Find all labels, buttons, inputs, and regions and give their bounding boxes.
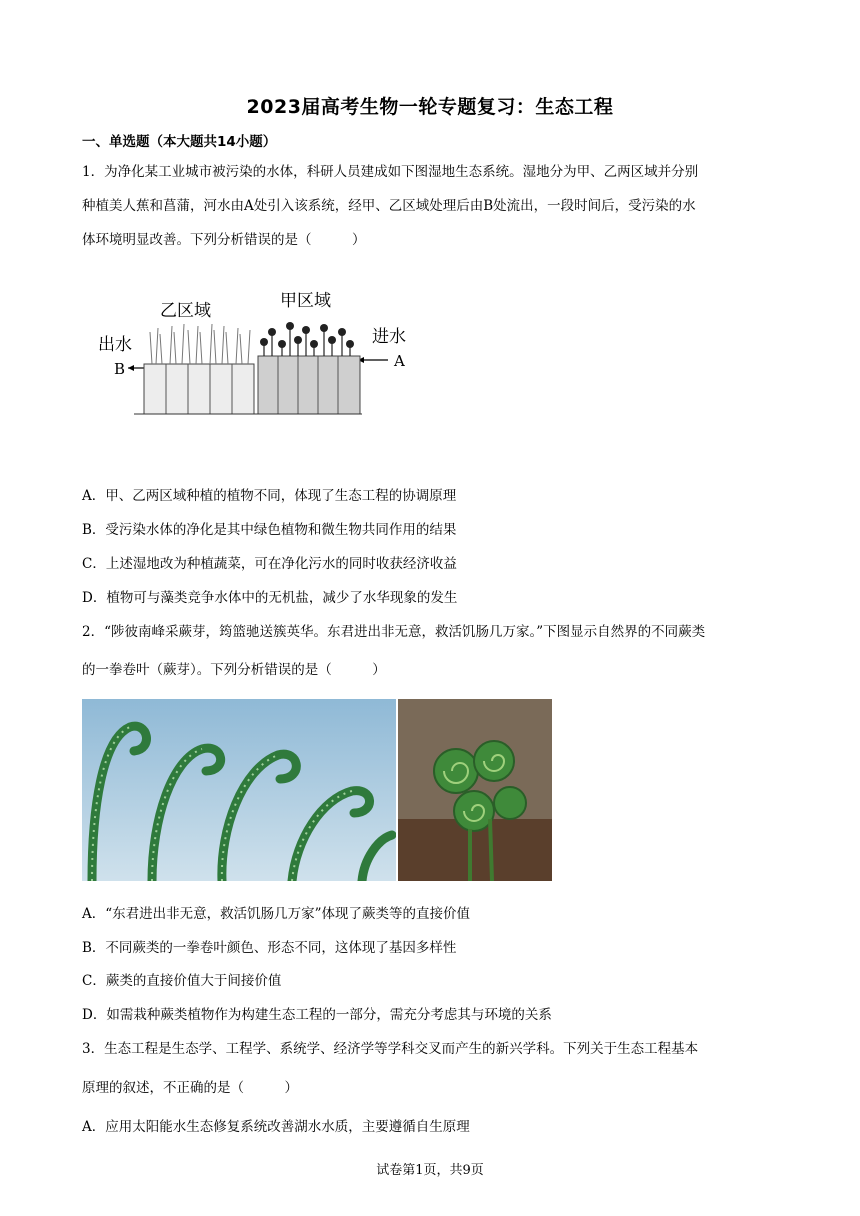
q1-stem-line2: 种植美人蕉和菖蒲，河水由A处引入该系统，经甲、乙区域处理后由B处流出，一段时间后，受污染的水	[82, 198, 696, 214]
q1-option-a: A．甲、乙两区域种植的植物不同，体现了生态工程的协调原理	[82, 488, 457, 504]
page-title: 2023届高考生物一轮专题复习：生态工程	[246, 96, 614, 118]
page-footer: 试卷第1页，共9页	[376, 1163, 484, 1178]
q3-stem-line2: 原理的叙述，不正确的是（ ）	[82, 1080, 298, 1096]
q1-stem-line3: 体环境明显改善。下列分析错误的是（ ）	[82, 232, 366, 248]
q2-option-d: D．如需栽种蕨类植物作为构建生态工程的一部分，需充分考虑其与环境的关系	[82, 1007, 552, 1023]
section-heading: 一、单选题（本大题共14小题）	[82, 134, 277, 150]
q2-stem-line1: 2．“陟彼南峰采蕨芽，筠篮驰送簇英华。东君进出非无意，救活饥肠几万家。”下图显示自然界的不同蕨类	[82, 624, 706, 640]
label-point-a: A	[394, 352, 405, 370]
wetland-diagram	[92, 282, 422, 422]
fern-photo-1	[82, 699, 396, 881]
q1-option-b: B．受污染水体的净化是其中绿色植物和微生物共同作用的结果	[82, 522, 457, 538]
q2-stem-line2: 的一拳卷叶（蕨芽）。下列分析错误的是（ ）	[82, 662, 386, 678]
label-zone-jia: 甲区域	[280, 291, 331, 311]
label-inflow: 进水	[372, 327, 406, 347]
label-point-b: B	[114, 360, 126, 378]
q3-stem-line1: 3．生态工程是生态学、工程学、系统学、经济学等学科交叉而产生的新兴学科。下列关于生态工程基本	[82, 1041, 699, 1057]
q1-option-c: C．上述湿地改为种植蔬菜，可在净化污水的同时收获经济收益	[82, 556, 457, 572]
q1-stem-line1: 1．为净化某工业城市被污染的水体，科研人员建成如下图湿地生态系统。湿地分为甲、乙两区域并分别	[82, 164, 699, 180]
q2-option-a: A．“东君进出非无意，救活饥肠几万家”体现了蕨类等的直接价值	[82, 906, 471, 922]
label-outflow: 出水	[98, 335, 132, 355]
q2-option-c: C．蕨类的直接价值大于间接价值	[82, 973, 282, 989]
label-zone-yi: 乙区域	[160, 301, 211, 321]
q2-option-b: B．不同蕨类的一拳卷叶颜色、形态不同，这体现了基因多样性	[82, 940, 457, 956]
q1-option-d: D．植物可与藻类竞争水体中的无机盐，减少了水华现象的发生	[82, 590, 458, 606]
q3-option-a: A．应用太阳能水生态修复系统改善湖水水质，主要遵循自生原理	[82, 1119, 470, 1135]
fern-photo-2	[398, 699, 552, 881]
